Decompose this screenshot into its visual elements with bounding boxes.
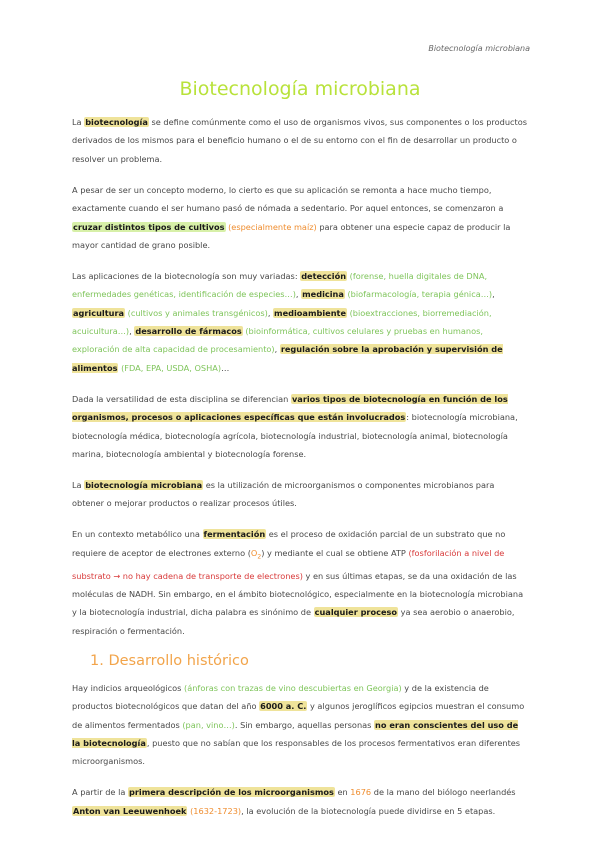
paragraph-leeuwenhoek: A partir de la primera descripción de los microorganismos en 1676 de la mano del biólogo neerlandés Anton van Leeuwenhoek (1632-1723), la evolución de la biotecnología puede dividirse en 5 etapas.	[72, 787, 516, 816]
paragraph-history-intro: A pesar de ser un concepto moderno, lo cierto es que su aplicación se remonta a hace mucho tiempo, exactamente cuando el ser humano pasó de nómada a sedentario. Por aquel entonces, se comenzaron a cruzar distintos tipos de cultivos (especialmente maíz) para obtener una especie capaz de producir la mayor cantidad de grano posible.	[72, 184, 511, 250]
running-header: Biotecnología microbiana	[428, 44, 530, 53]
section-heading-history: 1. Desarrollo histórico	[90, 652, 249, 669]
paragraph-applications: Las aplicaciones de la biotecnología son muy variadas: detección (forense, huella digitales de DNA, enfermedades genéticas, identificación de especies…), medicina (biofarmacología, terapia génica…), agricultura (cultivos y animales transgénicos), medioambiente (bioextracciones, biorremediación, acuicultura…), desarrollo de fármacos (bioinformática, cultivos celulares y pruebas en humanos, exploración de alta capacidad de procesamiento), regulación sobre la aprobación y supervisión de alimentos (FDA, EPA, USDA, OSHA)…	[72, 270, 503, 373]
paragraph-archaeology: Hay indicios arqueológicos (ánforas con trazas de vino descubiertas en Georgia) y de la existencia de productos biotecnológicos que datan del año 6000 a. C. y algunos jeroglíficos egipcios muestran el consumo de alimentos fermentados (pan, vino…). Sin embargo, aquellas personas no eran conscientes del uso de la biotecnología, puesto que no sabían que los responsables de los procesos fermentativos eran diferentes microorganismos.	[72, 682, 525, 767]
document-body	[72, 113, 528, 833]
paragraph-microbial-definition: La biotecnología microbiana es la utilización de microorganismos o componentes microbianos para obtener o mejorar productos o realizar procesos útiles.	[72, 479, 495, 509]
term-cruzar-cultivos: cruzar distintos tipos de cultivos	[73, 221, 225, 232]
page-title: Biotecnología microbiana	[179, 78, 421, 100]
paragraph-definition: La biotecnología se define comúnmente como el uso de organismos vivos, sus componentes o los productos derivados de los mismos para el beneficio humano o el de su entorno con el fin de desarrollar un producto o resolver un problema.	[72, 117, 528, 164]
paragraph-fermentation: En un contexto metabólico una fermentación es el proceso de oxidación parcial de un substrato que no requiere de aceptor de electrones externo $(O_2)$ y mediante el cual se obtiene ATP (fosforilación a nivel de substrato → no hay cadena de transporte de electrones) y en sus últimas etapas, se da una oxidación de las moléculas de NADH. Sin embargo, en el ámbito biotecnológico, especialmente en la biotecnología microbiana y la biotecnología industrial, dicha palabra es sinónimo de cualquier proceso ya sea aerobio o anaerobio, respiración o fermentación.	[72, 529, 524, 636]
term-biotecnologia: biotecnología	[85, 117, 148, 127]
paragraph-types: Dada la versatilidad de esta disciplina se diferencian varios tipos de biotecnología en función de los organismos, procesos o aplicaciones específicas que están involucrados: biotecnología microbiana, biotecnología médica, biotecnología agrícola, biotecnología industrial, biotecnología animal, biotecnología marina, biotecnología ambiental y biotecnología forense.	[72, 393, 518, 459]
